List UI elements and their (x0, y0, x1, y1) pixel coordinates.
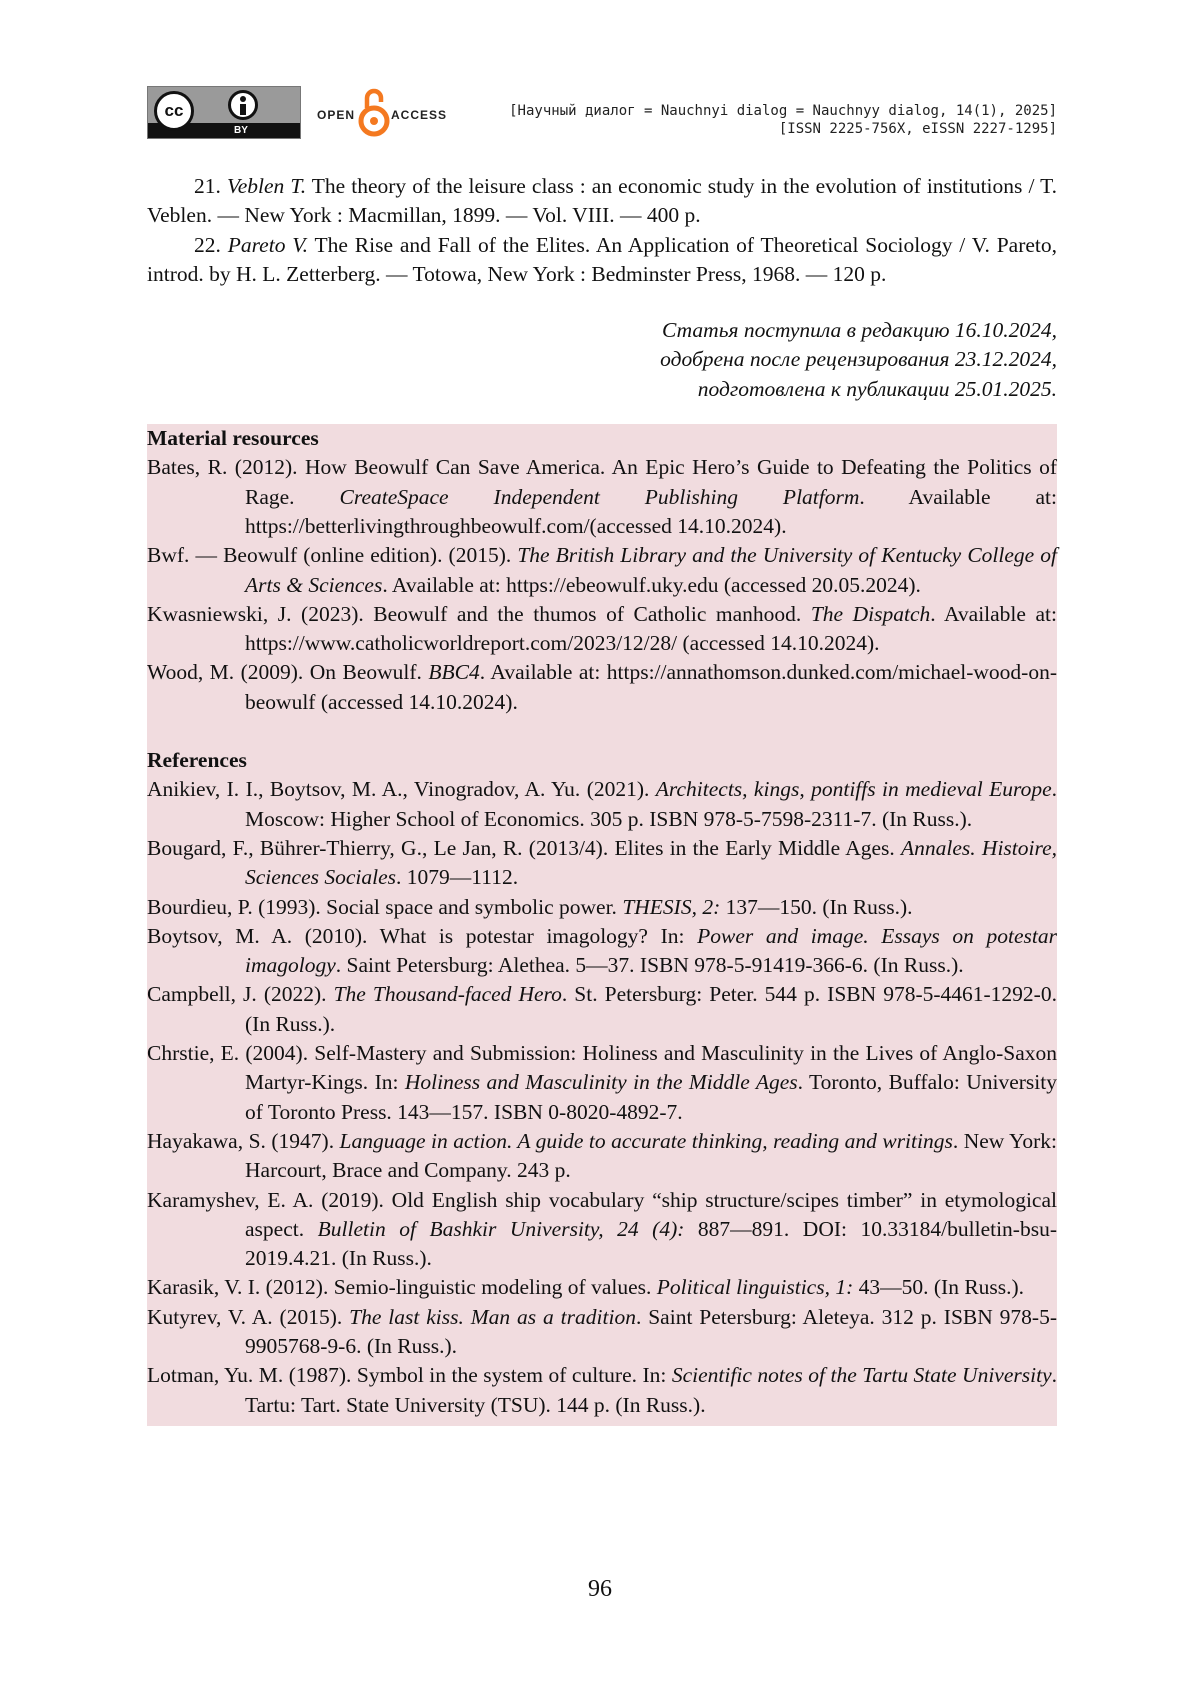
material-resource-item: Wood, M. (2009). On Beowulf. BBC4. Available at: https://annathomson.dunked.com/michael-wood-on-beowulf (accessed 14.10.2024). (147, 658, 1057, 717)
reference-text: The Rise and Fall of the Elites. An Application of Theoretical Sociology / V. Pareto, introd. by H. L. Zetterberg. — Totowa, New York : Bedminster Press, 1968. — 120 p. (147, 233, 1057, 286)
prepared-date-line: подготовлена к публикации 25.01.2025. (698, 377, 1057, 401)
license-by-label: BY (234, 123, 248, 138)
reference-author: Pareto V. (228, 233, 308, 257)
section-gap (147, 717, 1057, 746)
material-resource-item: Bwf. — Beowulf (online edition). (2015). The British Library and the University of Kentucky College of Arts & Sciences. Available at: https://ebeowulf.uky.edu (accessed 20.05.2024). (147, 541, 1057, 600)
reference-author: Veblen T. (227, 174, 306, 198)
reference-item: Karamyshev, E. A. (2019). Old English ship vocabulary “ship structure/scipes timber” in etymological aspect. Bulletin of Bashkir University, 24 (4): 887—891. DOI: 10.33184/bulletin-bsu-2019.4.21. (In Russ.). (147, 1186, 1057, 1274)
material-resource-item: Bates, R. (2012). How Beowulf Can Save America. An Epic Hero’s Guide to Defeating the Politics of Rage. CreateSpace Independent Publishing Platform. Available at: https://betterlivingthroughbeowulf.com/(accessed 14.10.2024). (147, 453, 1057, 541)
reference-item: Lotman, Yu. M. (1987). Symbol in the system of culture. In: Scientific notes of the Tartu State University. Tartu: Tart. State University (TSU). 144 p. (In Russ.). (147, 1361, 1057, 1420)
numbered-reference (147, 172, 1057, 231)
page-number: 96 (0, 1576, 1200, 1603)
reference-item: Kutyrev, V. A. (2015). The last kiss. Man as a tradition. Saint Petersburg: Aleteya. 312 p. ISBN 978-5-9905768-9-6. (In Russ.). (147, 1303, 1057, 1362)
open-access-logo[interactable] (317, 86, 467, 139)
reference-item: Anikiev, I. I., Boytsov, M. A., Vinogradov, A. Yu. (2021). Architects, kings, pontiffs in medieval Europe. Moscow: Higher School of Economics. 305 p. ISBN 978-5-7598-2311-7. (In Russ.). (147, 775, 1057, 834)
references-title: References (147, 746, 1057, 775)
approved-date-line: одобрена после рецензирования 23.12.2024, (660, 347, 1057, 371)
numbered-reference (147, 231, 1057, 290)
page-content (147, 172, 1057, 1426)
article-received-note (147, 316, 1057, 404)
reference-item: Boytsov, M. A. (2010). What is potestar imagology? In: Power and image. Essays on potestar imagology. Saint Petersburg: Alethea. 5—37. ISBN 978-5-91419-366-6. (In Russ.). (147, 922, 1057, 981)
reference-item: Bourdieu, P. (1993). Social space and symbolic power. THESIS, 2: 137—150. (In Russ.). (147, 893, 1057, 922)
english-references-block (147, 424, 1057, 1426)
reference-item: Hayakawa, S. (1947). Language in action. A guide to accurate thinking, reading and writings. New York: Harcourt, Brace and Company. 243 p. (147, 1127, 1057, 1186)
material-resource-item: Kwasniewski, J. (2023). Beowulf and the thumos of Catholic manhood. The Dispatch. Available at: https://www.catholicworldreport.com/2023/12/28/ (accessed 14.10.2024). (147, 600, 1057, 659)
reference-item: Campbell, J. (2022). The Thousand-faced Hero. St. Petersburg: Peter. 544 p. ISBN 978-5-4461-1292-0. (In Russ.). (147, 980, 1057, 1039)
open-access-word-access: ACCESS (391, 108, 447, 122)
attribution-person-icon (228, 90, 258, 120)
reference-text: The theory of the leisure class : an economic study in the evolution of institutions / T. Veblen. — New York : Macmillan, 1899. — Vol. VIII. — 400 p. (147, 174, 1057, 227)
open-access-word-open: OPEN (317, 108, 355, 122)
page-header (147, 86, 1057, 142)
reference-number: 21. (194, 174, 221, 198)
reference-item: Chrstie, E. (2004). Self-Mastery and Submission: Holiness and Masculinity in the Lives of Anglo-Saxon Martyr-Kings. In: Holiness and Masculinity in the Middle Ages. Toronto, Buffalo: University of Toronto Press. 143—157. ISBN 0-8020-4892-7. (147, 1039, 1057, 1127)
reference-item: Bougard, F., Bührer-Thierry, G., Le Jan, R. (2013/4). Elites in the Early Middle Ages. Annales. Histoire, Sciences Sociales. 1079—1112. (147, 834, 1057, 893)
material-resources-title: Material resources (147, 424, 1057, 453)
reference-item: Karasik, V. I. (2012). Semio-linguistic modeling of values. Political linguistics, 1: 43—50. (In Russ.). (147, 1273, 1057, 1302)
journal-issn-line: [ISSN 2225-756X, eISSN 2227-1295] (509, 120, 1057, 138)
journal-citation-line: [Научный диалог = Nauchnyi dialog = Nauchnyy dialog, 14(1), 2025] (509, 102, 1057, 120)
cc-icon: cc (154, 91, 194, 131)
open-access-lock-icon (358, 86, 390, 139)
reference-number: 22. (194, 233, 221, 257)
received-date-line: Статья поступила в редакцию 16.10.2024, (662, 318, 1057, 342)
cc-by-license-badge[interactable] (147, 86, 301, 139)
journal-citation (509, 102, 1057, 138)
